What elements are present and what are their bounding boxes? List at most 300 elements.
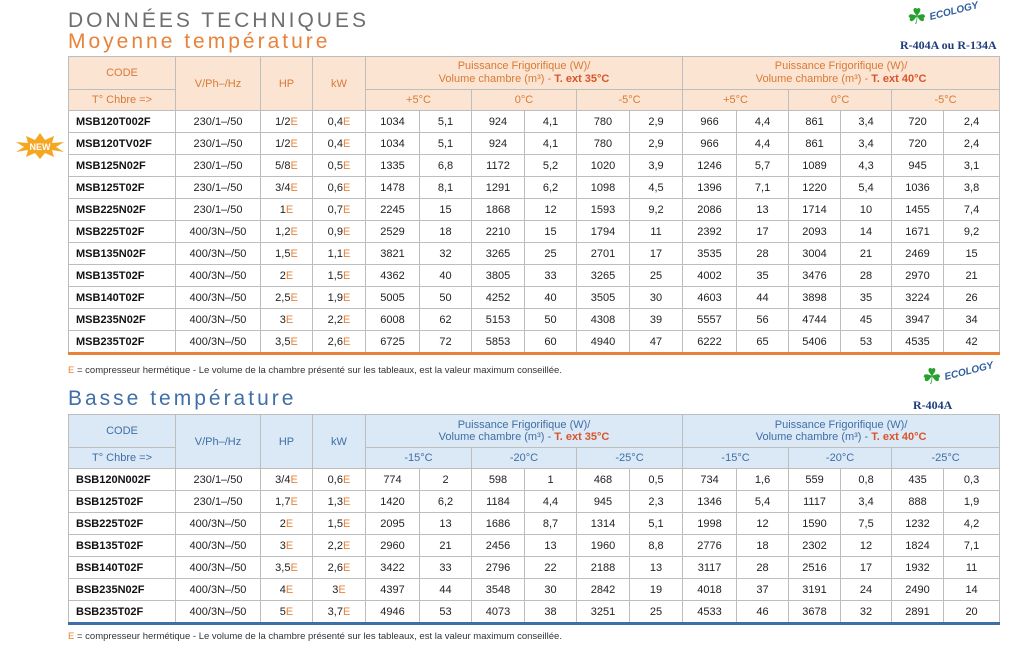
volume-cell: 25	[630, 601, 683, 624]
table-row	[69, 133, 1000, 155]
volume-cell: 1,6	[737, 469, 789, 491]
code	[69, 133, 176, 155]
kw-cell	[313, 309, 366, 331]
hermetic-marker: E	[342, 225, 351, 238]
hermetic-marker: E	[290, 291, 298, 304]
volume-cell: 3,4	[841, 111, 892, 133]
code	[69, 199, 176, 221]
vph-cell-value: 230/1–/50	[193, 495, 243, 508]
footnote-letter: E	[68, 631, 75, 642]
volume-cell: 37	[737, 579, 789, 601]
kw-cell	[313, 111, 366, 133]
header-hp: HP	[261, 57, 313, 111]
power-cell: 3476	[789, 265, 841, 287]
code	[69, 331, 176, 354]
header-kw: kW	[313, 415, 366, 469]
hp-cell	[261, 155, 313, 177]
kw-cell	[313, 199, 366, 221]
power-cell: 774	[366, 469, 420, 491]
table-row	[69, 601, 1000, 624]
code	[69, 155, 176, 177]
volume-cell: 34	[944, 309, 1000, 331]
power-cell: 4535	[892, 331, 944, 354]
kw-cell-value: 0,4	[327, 137, 343, 150]
table-row	[69, 579, 1000, 601]
temp-header: -15°C	[683, 448, 789, 469]
low-temp-table	[68, 414, 1000, 625]
vph-cell	[176, 513, 261, 535]
header-power-35	[366, 415, 683, 448]
power-cell: 1590	[789, 513, 841, 535]
hermetic-marker: E	[290, 495, 298, 508]
power-cell: 2302	[789, 535, 841, 557]
volume-cell: 4,1	[525, 133, 577, 155]
power-cell: 4940	[577, 331, 630, 354]
kw-cell-value: 0,6	[327, 473, 343, 486]
power-cell: 3422	[366, 557, 420, 579]
ecology-label: ECOLOGY	[943, 360, 995, 383]
header-kw: kW	[313, 57, 366, 111]
power-cell: 3548	[472, 579, 525, 601]
vph-cell	[176, 199, 261, 221]
table-row	[69, 265, 1000, 287]
volume-cell: 18	[420, 221, 472, 243]
hermetic-marker: E	[342, 247, 351, 260]
volume-cell: 28	[737, 557, 789, 579]
volume-cell: 4,2	[944, 513, 1000, 535]
power-cell: 2970	[892, 265, 944, 287]
header-tchbre: T° Chbre =>	[69, 448, 176, 469]
power-label: Puissance Frigorifique (W)/	[457, 419, 591, 431]
hp-cell	[261, 221, 313, 243]
power-cell: 1220	[789, 177, 841, 199]
hp-cell	[261, 469, 313, 491]
vph-cell	[176, 133, 261, 155]
medium-temp-table	[68, 56, 1000, 355]
volume-cell: 44	[737, 287, 789, 309]
power-cell: 1932	[892, 557, 944, 579]
hp-cell-value: 5/8	[275, 159, 291, 172]
power-cell: 3947	[892, 309, 944, 331]
power-cell: 1396	[683, 177, 737, 199]
power-cell: 861	[789, 133, 841, 155]
table-row	[69, 469, 1000, 491]
power-cell: 598	[472, 469, 525, 491]
power-cell: 1671	[892, 221, 944, 243]
kw-cell-value: 3	[332, 583, 339, 596]
volume-cell: 15	[420, 199, 472, 221]
power-cell: 2245	[366, 199, 420, 221]
hermetic-marker: E	[342, 539, 351, 552]
temp-header: +5°C	[366, 90, 472, 111]
power-label: Puissance Frigorifique (W)/	[774, 60, 908, 72]
power-cell: 734	[683, 469, 737, 491]
new-badge-icon	[14, 133, 66, 159]
hp-cell-value: 2	[279, 517, 286, 530]
power-cell: 5153	[472, 309, 525, 331]
vph-cell	[176, 155, 261, 177]
volume-cell: 2,3	[630, 491, 683, 513]
volume-cell: 44	[420, 579, 472, 601]
power-cell: 2469	[892, 243, 944, 265]
hermetic-marker: E	[342, 115, 351, 128]
volume-cell: 5,1	[420, 111, 472, 133]
hp-cell-value: 1/2	[275, 115, 291, 128]
power-cell: 3004	[789, 243, 841, 265]
code-value: BSB235T02F	[76, 605, 144, 618]
kw-cell	[313, 557, 366, 579]
hermetic-marker: E	[285, 539, 294, 552]
section-title-low-temp: Basse température	[68, 387, 297, 410]
table-row	[69, 243, 1000, 265]
code-value: MSB125T02F	[76, 181, 145, 194]
power-cell: 1794	[577, 221, 630, 243]
kw-cell	[313, 601, 366, 624]
power-cell: 1314	[577, 513, 630, 535]
volume-cell: 10	[841, 199, 892, 221]
hp-cell	[261, 579, 313, 601]
table-row	[69, 155, 1000, 177]
volume-cell: 28	[841, 265, 892, 287]
power-cell: 945	[892, 155, 944, 177]
volume-cell: 14	[944, 579, 1000, 601]
code-value: BSB125T02F	[76, 495, 144, 508]
power-cell: 5005	[366, 287, 420, 309]
hp-cell-value: 3,5	[275, 561, 291, 574]
power-cell: 3678	[789, 601, 841, 624]
hermetic-marker: E	[290, 247, 298, 260]
table-row	[69, 199, 1000, 221]
power-cell: 2529	[366, 221, 420, 243]
power-cell: 861	[789, 111, 841, 133]
power-cell: 6008	[366, 309, 420, 331]
header-vph: V/Ph–/Hz	[176, 415, 261, 469]
text-35-label: T. ext 35°C	[554, 73, 610, 85]
vph-cell-value: 400/3N–/50	[189, 605, 247, 618]
volume-cell: 32	[841, 601, 892, 624]
text-40-label: T. ext 40°C	[871, 431, 927, 443]
power-cell: 1998	[683, 513, 737, 535]
volume-cell: 13	[420, 513, 472, 535]
volume-cell: 50	[420, 287, 472, 309]
vph-cell-value: 230/1–/50	[193, 473, 243, 486]
kw-cell-value: 0,4	[327, 115, 343, 128]
power-cell: 2960	[366, 535, 420, 557]
power-cell: 2095	[366, 513, 420, 535]
volume-cell: 42	[944, 331, 1000, 354]
power-cell: 1868	[472, 199, 525, 221]
footnote-letter: E	[68, 365, 75, 376]
footnote-bt	[68, 631, 562, 642]
power-cell: 4603	[683, 287, 737, 309]
power-cell: 3535	[683, 243, 737, 265]
power-cell: 2776	[683, 535, 737, 557]
volume-cell: 46	[737, 601, 789, 624]
volume-cell: 14	[841, 221, 892, 243]
power-label: Puissance Frigorifique (W)/	[457, 60, 591, 72]
kw-cell-value: 0,5	[327, 159, 343, 172]
power-cell: 1036	[892, 177, 944, 199]
hermetic-marker: E	[342, 517, 351, 530]
kw-cell-value: 2,6	[327, 335, 343, 348]
volume-cell: 53	[420, 601, 472, 624]
power-cell: 4002	[683, 265, 737, 287]
kw-cell-value: 3,7	[327, 605, 343, 618]
volume-cell: 40	[525, 287, 577, 309]
kw-cell	[313, 243, 366, 265]
hermetic-marker: E	[342, 181, 351, 194]
kw-cell	[313, 535, 366, 557]
volume-cell: 5,4	[737, 491, 789, 513]
hermetic-marker: E	[342, 203, 351, 216]
hermetic-marker: E	[290, 473, 298, 486]
vph-cell	[176, 243, 261, 265]
volume-label: Volume chambre (m³) -	[438, 73, 552, 85]
hermetic-marker: E	[285, 203, 294, 216]
power-cell: 966	[683, 133, 737, 155]
clover-icon: ☘	[922, 364, 942, 389]
footnote-mt	[68, 365, 562, 376]
volume-cell: 5,7	[737, 155, 789, 177]
code	[69, 265, 176, 287]
power-cell: 4252	[472, 287, 525, 309]
power-cell: 1420	[366, 491, 420, 513]
hp-cell-value: 5	[279, 605, 286, 618]
hermetic-marker: E	[285, 583, 294, 596]
table-row	[69, 513, 1000, 535]
volume-cell: 7,4	[944, 199, 1000, 221]
volume-cell: 5,1	[420, 133, 472, 155]
hermetic-marker: E	[342, 561, 351, 574]
ecology-logo	[907, 0, 980, 29]
power-cell: 1686	[472, 513, 525, 535]
code	[69, 243, 176, 265]
power-cell: 3224	[892, 287, 944, 309]
hermetic-marker: E	[342, 335, 351, 348]
power-cell: 780	[577, 111, 630, 133]
volume-cell: 11	[630, 221, 683, 243]
temp-header: -20°C	[789, 448, 892, 469]
vph-cell-value: 400/3N–/50	[189, 583, 247, 596]
power-cell: 3505	[577, 287, 630, 309]
volume-cell: 3,8	[944, 177, 1000, 199]
vph-cell-value: 400/3N–/50	[189, 539, 247, 552]
volume-cell: 15	[944, 243, 1000, 265]
hermetic-marker: E	[290, 561, 298, 574]
power-cell: 2701	[577, 243, 630, 265]
code-value: BSB120N002F	[76, 473, 151, 486]
code	[69, 221, 176, 243]
hp-cell	[261, 287, 313, 309]
code-value: BSB225T02F	[76, 517, 144, 530]
hp-cell-value: 1,2	[275, 225, 291, 238]
code	[69, 309, 176, 331]
hp-cell	[261, 331, 313, 354]
volume-cell: 53	[841, 331, 892, 354]
volume-cell: 21	[841, 243, 892, 265]
table-row	[69, 331, 1000, 354]
volume-cell: 8,1	[420, 177, 472, 199]
power-cell: 3821	[366, 243, 420, 265]
vph-cell-value: 400/3N–/50	[189, 335, 247, 348]
volume-cell: 7,1	[737, 177, 789, 199]
hp-cell-value: 1/2	[275, 137, 291, 150]
power-cell: 720	[892, 133, 944, 155]
volume-cell: 4,4	[737, 111, 789, 133]
power-cell: 2796	[472, 557, 525, 579]
table-row	[69, 557, 1000, 579]
hermetic-marker: E	[338, 583, 346, 596]
hp-cell	[261, 111, 313, 133]
volume-cell: 38	[525, 601, 577, 624]
power-cell: 924	[472, 111, 525, 133]
header-power-35	[366, 57, 683, 90]
low-temp-rows	[69, 469, 1000, 624]
vph-cell-value: 230/1–/50	[193, 159, 243, 172]
power-cell: 780	[577, 133, 630, 155]
volume-cell: 39	[630, 309, 683, 331]
text-35-label: T. ext 35°C	[554, 431, 610, 443]
kw-cell-value: 2,2	[327, 313, 343, 326]
kw-cell-value: 1,3	[327, 495, 343, 508]
hp-cell-value: 4	[279, 583, 286, 596]
power-cell: 3117	[683, 557, 737, 579]
volume-cell: 1	[525, 469, 577, 491]
kw-cell	[313, 287, 366, 309]
power-cell: 1593	[577, 199, 630, 221]
kw-cell-value: 2,6	[327, 561, 343, 574]
code-value: MSB225N02F	[76, 203, 146, 216]
volume-cell: 2,4	[944, 111, 1000, 133]
code-value: MSB120TV02F	[76, 137, 152, 150]
temp-header: 0°C	[472, 90, 577, 111]
hermetic-marker: E	[342, 313, 351, 326]
vph-cell	[176, 265, 261, 287]
hermetic-marker: E	[290, 115, 298, 128]
footnote-text: = compresseur hermétique - Le volume de la chambre présenté sur les tableaux, est la valeur maximum conseillée.	[74, 365, 562, 376]
hp-cell	[261, 309, 313, 331]
hp-cell-value: 3/4	[275, 473, 291, 486]
volume-cell: 2,4	[944, 133, 1000, 155]
ecology-label: ECOLOGY	[928, 0, 980, 23]
table-row	[69, 287, 1000, 309]
volume-cell: 9,2	[944, 221, 1000, 243]
power-cell: 5406	[789, 331, 841, 354]
volume-label: Volume chambre (m³) -	[438, 431, 552, 443]
kw-cell	[313, 177, 366, 199]
code-value: MSB135T02F	[76, 269, 145, 282]
volume-cell: 3,9	[630, 155, 683, 177]
kw-cell	[313, 513, 366, 535]
kw-cell-value: 2,2	[327, 539, 343, 552]
footnote-text: = compresseur hermétique - Le volume de la chambre présenté sur les tableaux, est la valeur maximum conseillée.	[74, 631, 562, 642]
power-cell: 1098	[577, 177, 630, 199]
power-label: Puissance Frigorifique (W)/	[774, 419, 908, 431]
volume-cell: 15	[525, 221, 577, 243]
vph-cell	[176, 601, 261, 624]
table-row	[69, 177, 1000, 199]
code	[69, 535, 176, 557]
volume-cell: 21	[944, 265, 1000, 287]
vph-cell-value: 400/3N–/50	[189, 561, 247, 574]
vph-cell-value: 400/3N–/50	[189, 247, 247, 260]
power-cell: 1089	[789, 155, 841, 177]
power-cell: 720	[892, 111, 944, 133]
power-cell: 1232	[892, 513, 944, 535]
volume-cell: 33	[525, 265, 577, 287]
kw-cell-value: 1,5	[327, 269, 343, 282]
volume-cell: 0,8	[841, 469, 892, 491]
kw-cell	[313, 265, 366, 287]
vph-cell-value: 400/3N–/50	[189, 269, 247, 282]
power-cell: 1478	[366, 177, 420, 199]
volume-cell: 8,8	[630, 535, 683, 557]
kw-cell	[313, 469, 366, 491]
code	[69, 557, 176, 579]
volume-cell: 6,2	[525, 177, 577, 199]
volume-cell: 62	[420, 309, 472, 331]
code-value: MSB120T002F	[76, 115, 151, 128]
power-cell: 2516	[789, 557, 841, 579]
kw-cell-value: 0,6	[327, 181, 343, 194]
power-cell: 945	[577, 491, 630, 513]
vph-cell	[176, 469, 261, 491]
hermetic-marker: E	[342, 605, 351, 618]
volume-cell: 1,9	[944, 491, 1000, 513]
power-cell: 2891	[892, 601, 944, 624]
power-cell: 1117	[789, 491, 841, 513]
volume-cell: 13	[737, 199, 789, 221]
volume-cell: 35	[841, 287, 892, 309]
code	[69, 601, 176, 624]
hp-cell	[261, 513, 313, 535]
hp-cell-value: 3	[279, 313, 286, 326]
header-tchbre: T° Chbre =>	[69, 90, 176, 111]
temp-header: -5°C	[892, 90, 1000, 111]
hp-cell	[261, 243, 313, 265]
hermetic-marker: E	[290, 137, 298, 150]
power-cell: 5557	[683, 309, 737, 331]
volume-cell: 2	[420, 469, 472, 491]
clover-icon: ☘	[907, 4, 927, 29]
hp-cell-value: 3,5	[275, 335, 291, 348]
volume-cell: 3,1	[944, 155, 1000, 177]
code	[69, 579, 176, 601]
code	[69, 111, 176, 133]
vph-cell-value: 400/3N–/50	[189, 517, 247, 530]
header-code: CODE	[69, 415, 176, 448]
power-cell: 2210	[472, 221, 525, 243]
volume-cell: 25	[630, 265, 683, 287]
power-cell: 2490	[892, 579, 944, 601]
hermetic-marker: E	[290, 181, 298, 194]
table-row	[69, 309, 1000, 331]
hp-cell-value: 1,5	[275, 247, 291, 260]
hp-cell-value: 2	[279, 269, 286, 282]
kw-cell	[313, 155, 366, 177]
hp-cell	[261, 557, 313, 579]
power-cell: 4308	[577, 309, 630, 331]
vph-cell	[176, 535, 261, 557]
code	[69, 177, 176, 199]
power-cell: 4073	[472, 601, 525, 624]
volume-cell: 2,9	[630, 111, 683, 133]
volume-cell: 4,5	[630, 177, 683, 199]
volume-cell: 9,2	[630, 199, 683, 221]
power-cell: 3265	[577, 265, 630, 287]
power-cell: 3265	[472, 243, 525, 265]
power-cell: 6222	[683, 331, 737, 354]
